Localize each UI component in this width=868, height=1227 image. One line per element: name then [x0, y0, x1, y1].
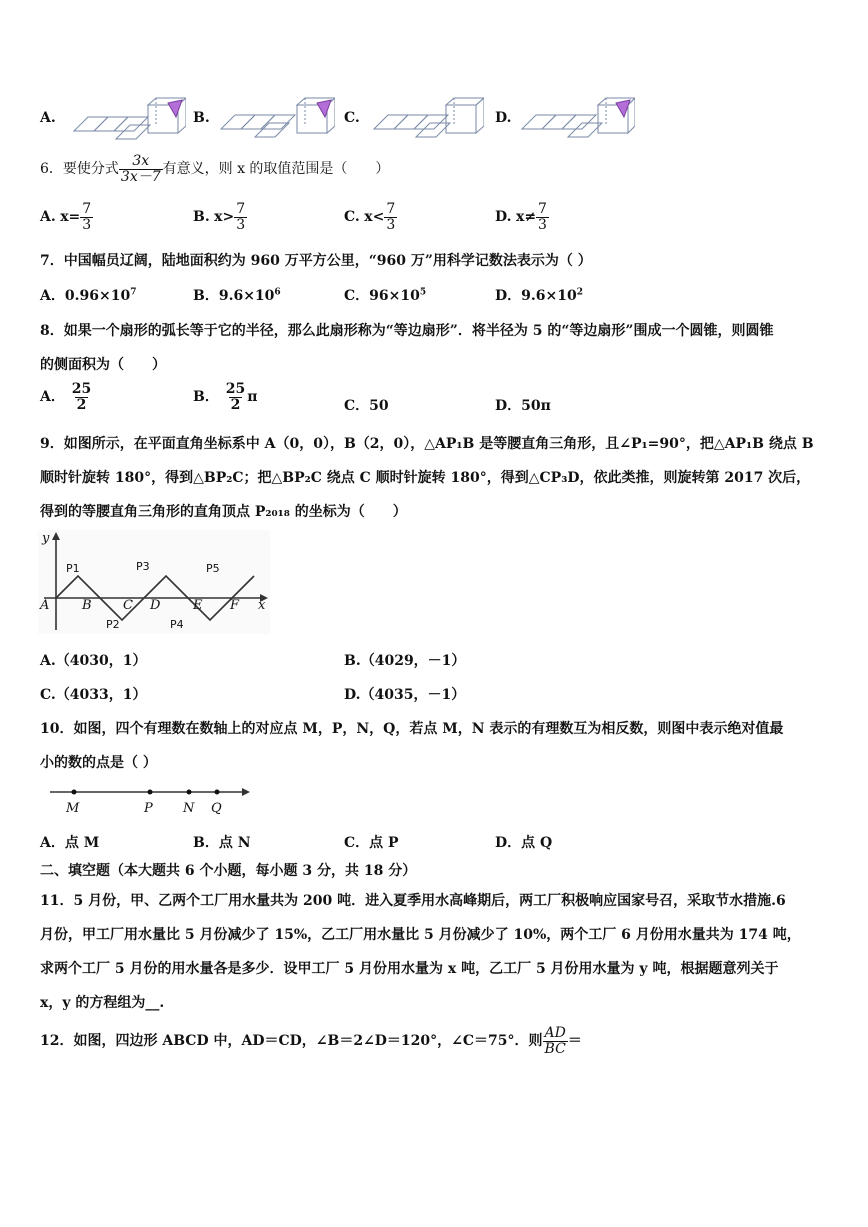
q6-stem: [40, 154, 389, 184]
q6-option-c: C. x< $\frac{7}{3}$: [344, 201, 396, 233]
q9-option-b: B.（4029，－1）: [344, 653, 466, 669]
q7-option-c: C．$96\times 10^5$: [344, 287, 427, 304]
section-title: 二、填空题（本大题共 6 个小题，每小题 3 分，共 18 分）: [40, 863, 417, 879]
q9-point-p1-label: P1: [66, 562, 80, 575]
q10-option-a: A．点 M: [40, 835, 100, 851]
q6-frac-num: 3x: [132, 153, 150, 169]
q7-option-d: D．$9.6\times 10^2$: [495, 287, 583, 304]
q10-point-q-label: Q: [211, 801, 222, 816]
q9-option-d: D.（4035，－1）: [344, 687, 466, 703]
q7-stem: 7．中国幅员辽阔，陆地面积约为 960 万平方公里，“960 万”用科学记数法表示为（ ）: [40, 253, 592, 269]
q9-point-p2-label: P2: [106, 618, 120, 631]
q9-point-p4-label: P4: [170, 618, 184, 631]
q10-point-n-label: N: [183, 801, 195, 816]
q8-option-a: A． $\frac{25}{2}$: [40, 381, 92, 413]
q12-fraction: $\frac{AD}{BC}$: [544, 1025, 566, 1057]
q10-option-b: B．点 N: [193, 835, 251, 851]
q9-point-c-label: C: [123, 598, 133, 613]
q9-option-a: A.（4030，1）: [40, 653, 147, 669]
q9-point-d-label: D: [150, 598, 161, 613]
q6-fraction: [119, 154, 163, 184]
q11-stem-line3: 求两个工厂 5 月份的用水量各是多少．设甲工厂 5 月份用水量为 x 吨，乙工厂 5 月份用水量为 y 吨，根据题意列关于: [40, 961, 779, 977]
q10-number-line-figure: [44, 782, 254, 816]
q12-suffix: ＝: [567, 1033, 582, 1050]
q11-stem-line2: 月份，甲工厂用水量比 5 月份减少了 15%，乙工厂用水量比 5 月份减少了 10%，两个工厂 6 月份用水量共为 174 吨，: [40, 927, 801, 943]
q12-prefix: 12．如图，四边形 ABCD 中，AD＝CD，∠B＝2∠D＝120°，∠C＝75°．则: [40, 1033, 543, 1050]
q6-prefix: 6．要使分式: [40, 161, 119, 178]
q7-option-b: B．$9.6\times 10^6$: [193, 287, 281, 304]
cube-net-a-icon: [66, 95, 186, 140]
q11-stem-line4: x，y 的方程组为__.: [40, 995, 165, 1011]
q6-option-d: D. x≠ $\frac{7}{3}$: [495, 201, 547, 233]
q5-option-b-letter: B.: [193, 110, 210, 126]
q9-point-p3-label: P3: [136, 560, 150, 573]
q10-point-p-label: P: [144, 801, 153, 816]
q9-point-a-label: A: [40, 598, 50, 613]
cube-net-b-icon: [217, 95, 335, 140]
q8-option-c: C．50: [344, 398, 389, 414]
q10-option-c: C．点 P: [344, 835, 399, 851]
q9-axis-y-label: y: [42, 531, 50, 546]
q10-stem-line1: 10．如图，四个有理数在数轴上的对应点 M，P，N，Q，若点 M，N 表示的有理数互为相反数，则图中表示绝对值最: [40, 721, 784, 737]
q6-option-a: A. x= $\frac{7}{3}$: [40, 201, 92, 233]
q9-option-c: C.（4033，1）: [40, 687, 147, 703]
q5-option-a-letter: A.: [40, 110, 56, 126]
q8-stem-line2: 的侧面积为（ ）: [40, 357, 166, 373]
q6-option-b: B. x> $\frac{7}{3}$: [193, 201, 246, 233]
q9-axis-x-label: x: [258, 598, 266, 613]
cube-net-c-icon: [372, 95, 484, 140]
q9-stem-line3: 得到的等腰直角三角形的直角顶点 P₂₀₁₈ 的坐标为（ ）: [40, 504, 407, 520]
q10-option-d: D．点 Q: [495, 835, 553, 851]
q9-point-f-label: F: [230, 598, 240, 613]
q5-option-d-letter: D.: [495, 110, 512, 126]
q12-stem: [40, 1026, 582, 1056]
q10-point-m-label: M: [66, 801, 80, 816]
q8-option-b: B． $\frac{25}{2}$ π: [193, 381, 258, 413]
q9-zigzag-figure: [38, 530, 270, 634]
q11-stem-line1: 11．5 月份，甲、乙两个工厂用水量共为 200 吨．进入夏季用水高峰期后，两工厂积极响应国家号召，采取节水措施.6: [40, 893, 786, 909]
q9-stem-line1: 9．如图所示，在平面直角坐标系中 A（0，0），B（2，0），△AP₁B 是等腰直角三角形，且∠P₁=90°，把△AP₁B 绕点 B: [40, 436, 814, 452]
q9-stem-line2: 顺时针旋转 180°，得到△BP₂C；把△BP₂C 绕点 C 顺时针旋转 180°，得到△CP₃D，依此类推，则旋转第 2017 次后，: [40, 470, 811, 486]
q6-suffix: 有意义，则 x 的取值范围是（ ）: [162, 161, 390, 178]
q7-option-a: A．$0.96\times 10^7$: [40, 287, 137, 304]
q8-stem-line1: 8．如果一个扇形的弧长等于它的半径，那么此扇形称为“等边扇形”．将半径为 5 的“等边扇形”围成一个圆锥，则圆锥: [40, 323, 774, 339]
q10-stem-line2: 小的数的点是（ ）: [40, 755, 157, 771]
q8-option-d: D．50π: [495, 398, 551, 414]
q9-point-e-label: E: [193, 598, 203, 613]
q9-point-b-label: B: [82, 598, 92, 613]
q5-option-c-letter: C.: [344, 110, 360, 126]
cube-net-d-icon: [520, 95, 635, 140]
q9-point-p5-label: P5: [206, 562, 220, 575]
q6-frac-den: 3x－7: [120, 168, 161, 185]
